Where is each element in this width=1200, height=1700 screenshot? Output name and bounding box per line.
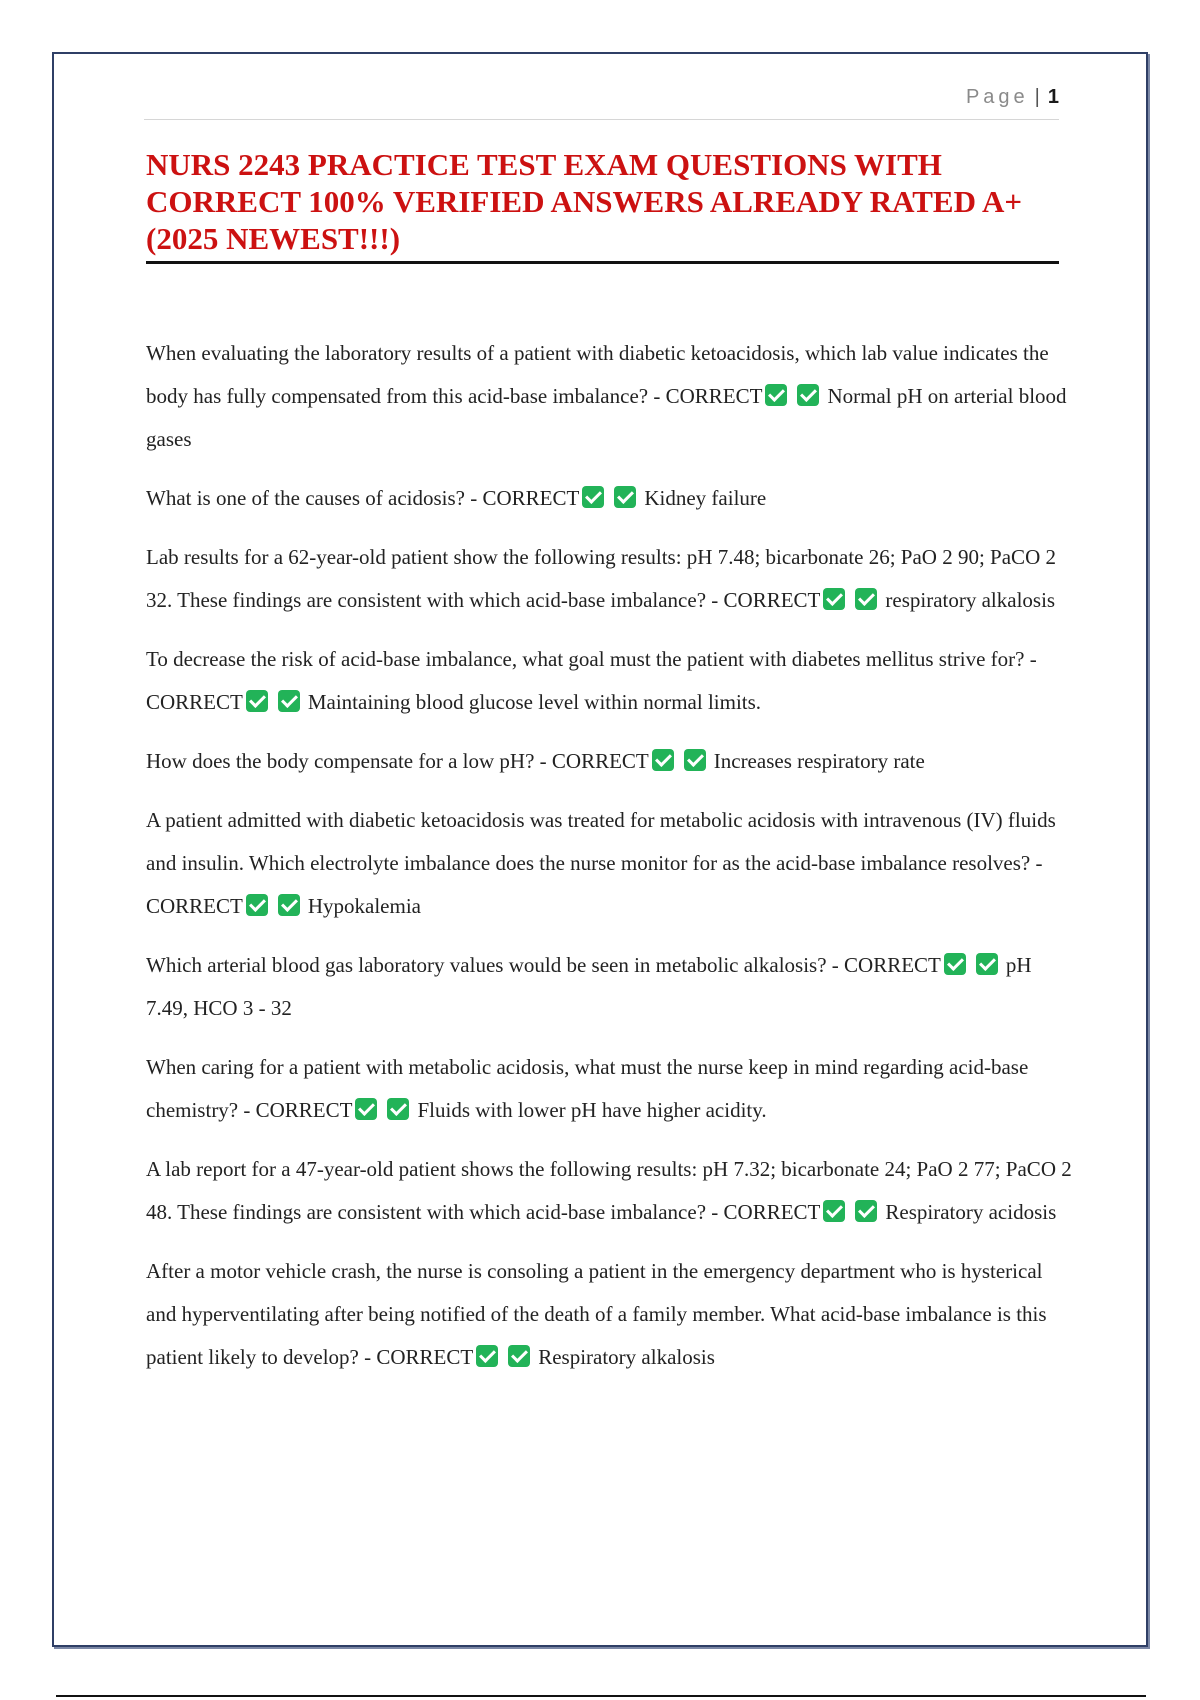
qa-item-5 — [146, 740, 1076, 783]
page-separator: | — [1034, 86, 1040, 108]
check-icon — [476, 1345, 498, 1367]
qa-list — [146, 332, 1076, 1395]
answer-text: Respiratory acidosis — [885, 1200, 1057, 1224]
answer-text: Fluids with lower pH have higher acidity. — [417, 1098, 767, 1122]
question-text: A patient admitted with diabetic ketoacidosis was treated for metabolic acidosis with intravenous (IV) fluids and insulin. Which electrolyte imbalance does the nurse monitor for as the acid-base imbalance resolves? - — [146, 808, 1056, 875]
correct-label: CORRECT — [551, 749, 649, 773]
question-text: When evaluating the laboratory results of a patient with diabetic ketoacidosis, which lab value indicates the body has fully compensated from this acid-base imbalance? - — [146, 341, 1049, 408]
question-text: When caring for a patient with metabolic acidosis, what must the nurse keep in mind regarding acid-base chemistry? - — [146, 1055, 1029, 1122]
question-text: Which arterial blood gas laboratory values would be seen in metabolic alkalosis? - — [146, 953, 839, 977]
check-icon — [246, 690, 268, 712]
qa-item-1 — [146, 332, 1076, 461]
qa-item-10 — [146, 1250, 1076, 1379]
check-icon — [652, 749, 674, 771]
check-icon — [508, 1345, 530, 1367]
check-icon — [823, 1200, 845, 1222]
correct-label: CORRECT — [255, 1098, 353, 1122]
check-icon — [855, 588, 877, 610]
check-icon — [582, 486, 604, 508]
page-header — [144, 74, 1059, 120]
qa-item-3 — [146, 536, 1076, 622]
correct-label: CORRECT — [844, 953, 941, 977]
correct-label: CORRECT — [723, 1200, 821, 1224]
check-icon — [278, 690, 300, 712]
check-icon — [684, 749, 706, 771]
check-icon — [246, 894, 268, 916]
answer-text: Increases respiratory rate — [713, 749, 925, 773]
qa-item-2 — [146, 477, 1076, 520]
page-number: 1 — [1047, 86, 1059, 108]
check-icon — [387, 1098, 409, 1120]
check-icon — [355, 1098, 377, 1120]
answer-text: Kidney failure — [644, 486, 767, 510]
correct-label: CORRECT — [376, 1345, 474, 1369]
check-icon — [765, 384, 787, 406]
answer-text: pH 7.49, HCO 3 - 32 — [146, 953, 1032, 1020]
check-icon — [797, 384, 819, 406]
correct-label: CORRECT — [146, 894, 243, 918]
qa-item-7 — [146, 944, 1076, 1030]
qa-item-6 — [146, 799, 1076, 928]
question-text: What is one of the causes of acidosis? - — [146, 486, 478, 510]
bottom-divider — [56, 1695, 1146, 1697]
check-icon — [944, 953, 966, 975]
question-text: How does the body compensate for a low pH? - — [146, 749, 547, 773]
correct-label: CORRECT — [482, 486, 580, 510]
answer-text: Normal pH on arterial blood gases — [146, 384, 1067, 451]
document-page — [52, 52, 1148, 1647]
question-text: Lab results for a 62-year-old patient show the following results: pH 7.48; bicarbonate 26; PaO 2 90; PaCO 2 32. These findings are consistent with which acid-base imbalance? - — [146, 545, 1056, 612]
check-icon — [823, 588, 845, 610]
question-text: To decrease the risk of acid-base imbalance, what goal must the patient with diabetes mellitus strive for? - — [146, 647, 1037, 671]
check-icon — [855, 1200, 877, 1222]
check-icon — [976, 953, 998, 975]
page-label: Page — [965, 86, 1029, 108]
document-title: NURS 2243 PRACTICE TEST EXAM QUESTIONS WITH CORRECT 100% VERIFIED ANSWERS ALREADY RATED A+ (2025 NEWEST!!!) — [146, 146, 1059, 264]
correct-label: CORRECT — [723, 588, 821, 612]
question-text: After a motor vehicle crash, the nurse is consoling a patient in the emergency department who is hysterical and hyperventilating after being notified of the death of a family member. What acid-base imbalance is this patient likely to develop? - — [146, 1259, 1047, 1369]
answer-text: Maintaining blood glucose level within normal limits. — [307, 690, 762, 714]
answer-text: respiratory alkalosis — [885, 588, 1056, 612]
qa-item-4 — [146, 638, 1076, 724]
qa-item-8 — [146, 1046, 1076, 1132]
correct-label: CORRECT — [665, 384, 763, 408]
qa-item-9 — [146, 1148, 1076, 1234]
check-icon — [278, 894, 300, 916]
correct-label: CORRECT — [146, 690, 243, 714]
check-icon — [614, 486, 636, 508]
question-text: A lab report for a 47-year-old patient shows the following results: pH 7.32; bicarbonate 24; PaO 2 77; PaCO 2 48. These findings are consistent with which acid-base imbalance? - — [146, 1157, 1072, 1224]
answer-text: Respiratory alkalosis — [538, 1345, 715, 1369]
answer-text: Hypokalemia — [307, 894, 421, 918]
